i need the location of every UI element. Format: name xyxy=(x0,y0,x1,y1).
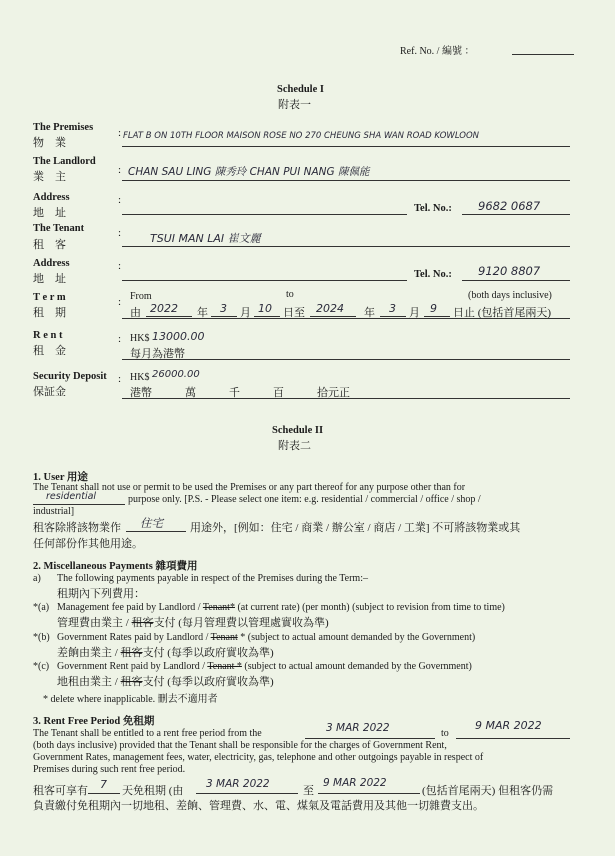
term-yue1: 月 xyxy=(240,307,251,319)
user-line2: purpose only. [P.S. - Please select one item: e.g. residential / commercial / office / shop / xyxy=(128,494,481,505)
schedule2-title: Schedule II xyxy=(272,425,324,436)
term-from-month: 3 xyxy=(220,302,227,315)
misc-b2-strike: Tenant xyxy=(210,632,238,643)
user-zh-line xyxy=(126,531,186,532)
user-line3: industrial] xyxy=(33,506,75,517)
misc-b1-zh-strike: 租客 xyxy=(131,617,154,629)
landlord-address-label: Address xyxy=(33,192,70,203)
rentfree-zh-b: 天免租期 (由 xyxy=(122,785,184,797)
term-from-month-line xyxy=(211,316,237,317)
term-ri-zhi2: 日止 (包括首尾兩天) xyxy=(453,307,552,319)
rentfree-l2: (both days inclusive) provided that the Tenant shall be responsible for the charges of Government Rent, xyxy=(33,740,447,751)
landlord-tel-value: 9682 0687 xyxy=(478,199,541,213)
rentfree-zh2: 負責繳付免租期內一切地租、差餉、管理費、水、電、煤氣及電話費用及其他一切雜費支出。 xyxy=(33,800,484,812)
misc-b1-en: Management fee paid by Landlord / Tenant* (at current rate) (per month) (subject to revision from time to time) xyxy=(57,602,505,613)
misc-b3-strike: Tenant * xyxy=(207,661,242,672)
misc-b1-strike: Tenant* xyxy=(202,602,235,613)
landlord-address-line xyxy=(122,214,407,215)
misc-delete-note: * delete where inapplicable. 刪去不適用者 xyxy=(43,694,218,705)
rentfree-zh-to: 9 MAR 2022 xyxy=(323,777,387,789)
premises-label-zh: 物 業 xyxy=(33,137,66,149)
term-from-day: 10 xyxy=(258,302,272,315)
rentfree-from-line xyxy=(305,738,435,739)
misc-b2-zh: 差餉由業主 / 租客支付 (每季以政府實收為準) xyxy=(57,647,274,659)
tenant-value: TSUI MAN LAI 崔文麗 xyxy=(150,232,261,245)
term-from-day-line xyxy=(254,316,280,317)
misc-b1-zh: 管理費由業主 / 租客支付 (每月管理費以管理處實收為準) xyxy=(57,617,329,629)
tenant-tel-line xyxy=(462,280,570,281)
rentfree-to-value: 9 MAR 2022 xyxy=(475,719,542,732)
term-to-year-line xyxy=(310,316,356,317)
rentfree-zh-from-line xyxy=(196,793,298,794)
misc-b2-mark: *(b) xyxy=(33,632,50,643)
term-from-year-line xyxy=(146,316,192,317)
rentfree-zh-c: 至 xyxy=(303,785,314,797)
term-to-year: 2024 xyxy=(316,302,344,315)
deposit-label: Security Deposit xyxy=(33,371,107,382)
premises-label: The Premises xyxy=(33,122,94,133)
misc-b3-en: Government Rent paid by Landlord / Tenant * (subject to actual amount demanded by the Government) xyxy=(57,661,472,672)
schedule2-title-zh: 附表二 xyxy=(278,440,311,452)
misc-b1-mark: *(a) xyxy=(33,602,50,613)
user-zh1b: 用途外，[例如：住宅 / 商業 / 辦公室 / 商店 / 工業] 不可將該物業或其 xyxy=(190,522,521,534)
term-to-month-line xyxy=(380,316,406,317)
rentfree-zh-d: (包括首尾兩天) 但租客仍需 xyxy=(422,785,554,797)
tenant-label: The Tenant xyxy=(33,223,85,234)
misc-heading: 2. Miscellaneous Payments 雜項費用 xyxy=(33,561,198,572)
deposit-prefix: HK$ xyxy=(130,372,150,383)
landlord-label-zh: 業 主 xyxy=(33,171,66,183)
rent-line xyxy=(122,359,570,360)
term-nian1: 年 xyxy=(197,307,208,319)
misc-b3-mark: *(c) xyxy=(33,661,50,672)
user-heading: 1. User 用途 xyxy=(33,472,88,483)
rentfree-l1a: The Tenant shall be entitled to a rent free period from the xyxy=(33,728,262,739)
premises-line xyxy=(122,146,570,147)
ref-no-label: Ref. No. / 編號 ： xyxy=(400,46,475,57)
misc-a-zh: 租期內下列費用： xyxy=(57,588,145,600)
tenant-tel-label: Tel. No.: xyxy=(414,269,452,280)
deposit-label-zh: 保証金 xyxy=(33,386,66,398)
rent-prefix: HK$ xyxy=(130,333,150,344)
term-yue2: 月 xyxy=(409,307,420,319)
misc-b3-zh: 地租由業主 / 租客支付 (每季以政府實收為準) xyxy=(57,676,274,688)
rent-label: R e n t xyxy=(33,330,63,341)
misc-b3-zh-strike: 租客 xyxy=(120,676,143,688)
landlord-value: CHAN SAU LING 陳秀玲 CHAN PUI NANG 陳佩能 xyxy=(128,166,370,178)
term-you: 由 xyxy=(130,307,141,319)
rentfree-zh-days-line xyxy=(88,793,120,794)
user-purpose-line xyxy=(33,504,125,505)
term-ri-zhi: 日至 xyxy=(283,307,305,319)
landlord-tel-line xyxy=(462,214,570,215)
misc-b2-en: Government Rates paid by Landlord / Tenant * (subject to actual amount demanded by the Government) xyxy=(57,632,476,643)
user-zh2: 任何部份作其他用途。 xyxy=(33,538,143,550)
rentfree-zh-from: 3 MAR 2022 xyxy=(206,778,270,790)
user-zh-value: 住宅 xyxy=(140,516,163,530)
tenant-address-label-zh: 地 址 xyxy=(33,273,66,285)
rentfree-l1b: to xyxy=(441,728,449,739)
tenant-address-label: Address xyxy=(33,258,70,269)
user-line1: The Tenant shall not use or permit to be used the Premises or any part thereof for any purpose other than for xyxy=(33,482,466,493)
term-label-zh: 租 期 xyxy=(33,307,66,319)
deposit-value: 26000.00 xyxy=(152,369,200,380)
ref-no-line xyxy=(512,54,574,55)
rentfree-l4: Premises during such rent free period. xyxy=(33,764,186,775)
term-inclusive-label: (both days inclusive) xyxy=(468,290,552,301)
landlord-tel-label: Tel. No.: xyxy=(414,203,452,214)
term-from-label: From xyxy=(130,291,152,302)
tenant-address-line xyxy=(122,280,407,281)
term-to-month: 3 xyxy=(389,302,396,315)
deposit-units-zh: 港幣 萬 千 百 拾元正 xyxy=(130,387,350,399)
term-to-day: 9 xyxy=(430,302,437,315)
rentfree-zh-days: 7 xyxy=(100,778,107,791)
rentfree-zh-a: 租客可享有 xyxy=(33,785,88,797)
premises-value: FLAT B ON 10TH FLOOR MAISON ROSE NO 270 CHEUNG SHA WAN ROAD KOWLOON xyxy=(123,131,480,141)
user-zh1a: 租客除將該物業作 xyxy=(33,522,121,534)
rentfree-from-value: 3 MAR 2022 xyxy=(326,722,390,734)
rent-value: 13000.00 xyxy=(152,330,205,343)
landlord-label: The Landlord xyxy=(33,156,96,167)
deposit-line xyxy=(122,398,570,399)
landlord-address-label-zh: 地 址 xyxy=(33,207,66,219)
tenant-label-zh: 租 客 xyxy=(33,239,66,251)
rentfree-to-line xyxy=(456,738,570,739)
schedule1-title: Schedule I xyxy=(277,84,324,95)
misc-a-en: The following payments payable in respect of the Premises during the Term:– xyxy=(57,573,368,584)
term-line xyxy=(122,318,570,319)
user-purpose-value: residential xyxy=(46,491,97,502)
rentfree-zh-to-line xyxy=(318,793,420,794)
misc-a-mark: a) xyxy=(33,573,41,584)
schedule1-title-zh: 附表一 xyxy=(278,99,311,111)
rent-label-zh: 租 金 xyxy=(33,345,66,357)
rentfree-l3: Government Rates, management fees, water, electricity, gas, telephone and other outgoings payable in respect of xyxy=(33,752,484,763)
term-to-label: to xyxy=(286,289,294,300)
landlord-line xyxy=(122,180,570,181)
rent-note-zh: 每月為港幣 xyxy=(130,348,185,360)
term-nian2: 年 xyxy=(364,307,375,319)
term-to-day-line xyxy=(424,316,450,317)
rentfree-heading: 3. Rent Free Period 免租期 xyxy=(33,716,155,727)
tenant-line xyxy=(122,246,570,247)
term-from-year: 2022 xyxy=(150,302,178,315)
misc-b2-zh-strike: 租客 xyxy=(120,647,143,659)
term-label: T e r m xyxy=(33,292,66,303)
tenant-tel-value: 9120 8807 xyxy=(478,264,541,278)
